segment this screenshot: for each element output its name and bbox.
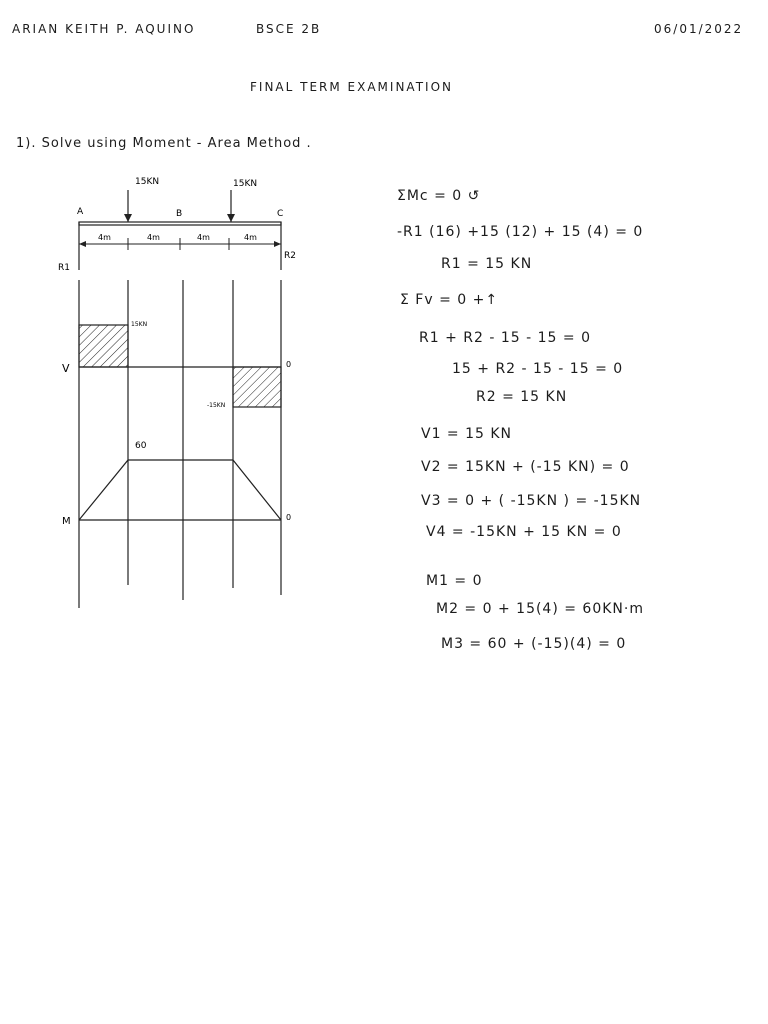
section-label: BSCE 2B xyxy=(256,22,322,36)
work-line: V3 = 0 + ( -15KN ) = -15KN xyxy=(421,493,642,509)
work-line: V1 = 15 KN xyxy=(421,426,513,442)
work-line: ΣMc = 0 ↺ xyxy=(397,188,481,204)
moment-end-label: 0 xyxy=(286,513,292,522)
shear-end-label: 0 xyxy=(286,360,292,369)
moment-peak-label: 60 xyxy=(135,441,147,451)
beam xyxy=(79,222,281,225)
load-label-right: 15KN xyxy=(233,179,258,189)
work-line: M3 = 60 + (-15)(4) = 0 xyxy=(441,636,627,652)
shear-axis-label: V xyxy=(62,362,70,375)
shear-negative-block xyxy=(233,367,281,407)
work-line: M1 = 0 xyxy=(426,573,483,589)
exam-date: 06/01/2022 xyxy=(654,22,744,36)
problem-statement: 1). Solve using Moment - Area Method . xyxy=(16,136,312,151)
point-b-label: B xyxy=(176,209,183,219)
reaction-left-label: R1 xyxy=(58,263,70,273)
span-label: 4m xyxy=(244,233,257,242)
point-a-label: A xyxy=(77,207,84,217)
load-label-left: 15KN xyxy=(135,177,160,187)
reaction-right-label: R2 xyxy=(284,251,296,261)
work-line: V4 = -15KN + 15 KN = 0 xyxy=(426,524,622,540)
shear-positive-label: 15KN xyxy=(131,321,148,328)
work-line: 15 + R2 - 15 - 15 = 0 xyxy=(452,361,624,377)
moment-axis-label: M xyxy=(62,516,71,527)
page-title: FINAL TERM EXAMINATION xyxy=(250,80,453,94)
point-c-label: C xyxy=(277,209,284,219)
shear-positive-block xyxy=(79,325,128,367)
span-label: 4m xyxy=(147,233,160,242)
work-line: R1 + R2 - 15 - 15 = 0 xyxy=(419,330,591,346)
student-name: ARIAN KEITH P. AQUINO xyxy=(12,22,196,36)
shear-negative-label: -15KN xyxy=(207,402,226,409)
work-line: V2 = 15KN + (-15 KN) = 0 xyxy=(421,459,630,475)
work-line: -R1 (16) +15 (12) + 15 (4) = 0 xyxy=(397,224,644,240)
work-line: Σ Fv = 0 +↑ xyxy=(400,292,499,308)
span-label: 4m xyxy=(197,233,210,242)
work-line: R1 = 15 KN xyxy=(441,256,533,272)
moment-curve xyxy=(79,460,281,520)
work-line: R2 = 15 KN xyxy=(476,389,568,405)
work-line: M2 = 0 + 15(4) = 60KN·m xyxy=(436,601,644,617)
span-label: 4m xyxy=(98,233,111,242)
